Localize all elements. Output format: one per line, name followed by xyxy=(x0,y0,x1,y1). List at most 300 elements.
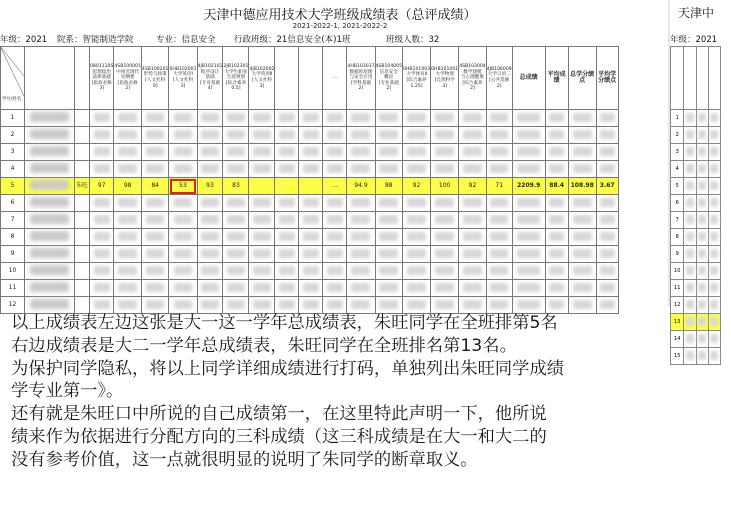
redacted-score xyxy=(435,147,454,156)
redacted-score xyxy=(94,130,110,139)
row-number: 1 xyxy=(1,110,25,127)
redacted-score xyxy=(379,113,398,122)
sheet2-row-number: 1 xyxy=(671,110,684,127)
score-cell: … xyxy=(323,178,347,195)
score-cell xyxy=(431,280,459,297)
score-cell xyxy=(141,297,169,314)
summary-header: 平均学分绩点 xyxy=(596,47,618,110)
score-cell: 100 xyxy=(431,178,459,195)
redacted-id xyxy=(30,197,69,207)
score-cell xyxy=(403,195,431,212)
sheet2-cell xyxy=(708,263,720,280)
student-name xyxy=(25,263,75,280)
redacted-score xyxy=(463,266,482,275)
summary-cell xyxy=(596,229,618,246)
paragraph-line: 没有参考价值，这一点就很明显的说明了朱同学的断章取义。 xyxy=(11,449,478,470)
summary-cell xyxy=(512,127,545,144)
redacted-score xyxy=(490,198,507,207)
summary-cell: 108.98 xyxy=(568,178,596,195)
score-cell xyxy=(114,229,142,246)
redacted-score xyxy=(490,232,507,241)
redacted-cell xyxy=(686,164,694,173)
redacted-score xyxy=(327,198,343,207)
score-cell xyxy=(323,246,347,263)
redacted-score xyxy=(201,164,218,173)
redacted-score xyxy=(118,147,137,156)
redacted-score xyxy=(118,266,137,275)
score-cell xyxy=(90,161,114,178)
sheet2-cell xyxy=(708,246,720,263)
score-cell xyxy=(197,263,223,280)
sheet2-cell xyxy=(708,161,720,178)
score-cell xyxy=(375,144,403,161)
score-cell xyxy=(486,246,512,263)
redacted-summary xyxy=(600,215,615,224)
score-cell xyxy=(249,263,275,280)
score-cell xyxy=(403,263,431,280)
score-cell xyxy=(249,195,275,212)
sheet2-cell xyxy=(684,280,696,297)
redacted-score xyxy=(146,130,165,139)
redacted-score xyxy=(435,198,454,207)
score-cell xyxy=(249,280,275,297)
redacted-score xyxy=(327,147,343,156)
score-cell xyxy=(197,212,223,229)
sheet2-grade: 年级：2021 xyxy=(670,35,718,45)
score-cell xyxy=(375,280,403,297)
score-cell xyxy=(197,246,223,263)
redacted-score xyxy=(407,147,426,156)
student-name-short xyxy=(75,246,90,263)
redacted-score xyxy=(174,147,193,156)
redacted-summary xyxy=(573,249,592,258)
redacted-cell xyxy=(698,198,706,207)
student-name xyxy=(25,178,75,195)
score-cell xyxy=(90,280,114,297)
redacted-score xyxy=(146,300,165,309)
redacted-score xyxy=(407,130,426,139)
score-cell xyxy=(431,195,459,212)
redacted-summary xyxy=(600,113,615,122)
sheet2-row xyxy=(671,178,721,195)
score-cell xyxy=(114,297,142,314)
redacted-cell xyxy=(698,232,706,241)
summary-cell xyxy=(545,144,568,161)
summary-cell xyxy=(596,195,618,212)
header-name xyxy=(25,47,75,110)
table-row xyxy=(1,144,619,161)
row-number: 3 xyxy=(1,144,25,161)
sheet2-cell xyxy=(684,297,696,314)
redacted-score xyxy=(327,113,343,122)
redacted-score xyxy=(490,300,507,309)
row-number: 4 xyxy=(1,161,25,178)
table-row xyxy=(1,212,619,229)
summary-cell xyxy=(545,297,568,314)
score-cell xyxy=(223,280,249,297)
score-cell xyxy=(375,246,403,263)
score-cell xyxy=(275,297,299,314)
score-cell xyxy=(114,110,142,127)
redacted-summary xyxy=(517,198,539,207)
score-cell xyxy=(141,212,169,229)
score-cell xyxy=(459,297,487,314)
score-cell xyxy=(431,263,459,280)
score-cell xyxy=(141,195,169,212)
score-cell xyxy=(375,127,403,144)
summary-cell xyxy=(512,263,545,280)
sheet2-cell xyxy=(696,246,708,263)
score-cell xyxy=(197,297,223,314)
sheet2-cell xyxy=(708,195,720,212)
score-cell xyxy=(169,212,197,229)
score-cell xyxy=(114,195,142,212)
redacted-score xyxy=(227,249,244,258)
sheet2-row-number: 2 xyxy=(671,127,684,144)
sheet2-cell xyxy=(684,110,696,127)
redacted-score xyxy=(118,113,137,122)
redacted-cell xyxy=(710,147,718,156)
redacted-summary xyxy=(517,283,539,292)
sheet2-cell xyxy=(684,229,696,246)
redacted-id xyxy=(30,299,69,309)
score-cell xyxy=(403,246,431,263)
course-header: 4SB104005 信息安全 概论 [专业基础 2] xyxy=(375,47,403,110)
sheet2-row-number: 14 xyxy=(671,331,684,348)
score-cell xyxy=(90,127,114,144)
score-cell xyxy=(459,195,487,212)
redacted-score xyxy=(407,300,426,309)
redacted-summary xyxy=(517,266,539,275)
redacted-score xyxy=(279,198,295,207)
score-cell: 71 xyxy=(486,178,512,195)
summary-cell xyxy=(568,127,596,144)
redacted-summary xyxy=(549,198,564,207)
redacted-score xyxy=(146,113,165,122)
redacted-score xyxy=(379,130,398,139)
student-name-short xyxy=(75,110,90,127)
redacted-cell xyxy=(686,198,694,207)
redacted-score xyxy=(407,266,426,275)
score-cell xyxy=(275,144,299,161)
header-corner: 学号/姓名 xyxy=(1,47,25,110)
score-cell xyxy=(299,178,323,195)
sheet2-cell xyxy=(696,110,708,127)
sheet2-header-cell xyxy=(671,47,684,110)
redacted-score xyxy=(303,215,319,224)
article-text xyxy=(11,312,731,472)
summary-cell xyxy=(568,212,596,229)
score-cell xyxy=(299,195,323,212)
summary-cell xyxy=(568,144,596,161)
redacted-score xyxy=(407,113,426,122)
score-cell xyxy=(197,144,223,161)
redacted-summary xyxy=(600,249,615,258)
redacted-summary xyxy=(549,283,564,292)
sheet2-row xyxy=(671,195,721,212)
score-cell xyxy=(347,297,375,314)
sheet2-row-number: 6 xyxy=(671,195,684,212)
score-cell xyxy=(114,144,142,161)
redacted-summary xyxy=(573,113,592,122)
score-cell xyxy=(249,127,275,144)
course-header: 4JB102002 大学英语Ⅱ [人文社科 3] xyxy=(249,47,275,110)
summary-cell xyxy=(568,195,596,212)
row-number: 11 xyxy=(1,280,25,297)
redacted-summary xyxy=(517,164,539,173)
score-cell xyxy=(403,127,431,144)
redacted-score xyxy=(227,283,244,292)
score-cell xyxy=(347,263,375,280)
sheet2-row xyxy=(671,297,721,314)
paragraph-line: 右边成绩表是大二一学年总成绩表，朱旺同学在全班排名第13名。 xyxy=(11,335,517,356)
redacted-id xyxy=(30,180,69,190)
score-cell xyxy=(459,127,487,144)
redacted-cell xyxy=(710,181,718,190)
redacted-score xyxy=(327,232,343,241)
redacted-cell xyxy=(698,113,706,122)
redacted-cell xyxy=(698,181,706,190)
redacted-score xyxy=(253,300,270,309)
score-cell xyxy=(323,127,347,144)
score-cell xyxy=(114,212,142,229)
redacted-score xyxy=(351,147,370,156)
sheet2-header-cell xyxy=(684,47,696,110)
redacted-score xyxy=(146,266,165,275)
sheet2-cell xyxy=(708,229,720,246)
sheet2-row-number: 9 xyxy=(671,246,684,263)
course-header: 0HB101003 大学体育Ⅱ [综合素养 1.25] xyxy=(403,47,431,110)
redacted-cell xyxy=(686,283,694,292)
summary-cell xyxy=(512,195,545,212)
redacted-score xyxy=(303,232,319,241)
sheet2-row-number: 8 xyxy=(671,229,684,246)
sheet2-cell xyxy=(708,297,720,314)
summary-cell xyxy=(596,144,618,161)
redacted-score xyxy=(253,113,270,122)
redacted-score xyxy=(435,232,454,241)
sheet2-cell xyxy=(696,229,708,246)
redacted-id xyxy=(30,112,69,122)
redacted-score xyxy=(490,164,507,173)
course-header: 4SB100201 形势与政策 [人文社科 0] xyxy=(141,47,169,110)
score-cell xyxy=(347,144,375,161)
redacted-score xyxy=(279,113,295,122)
redacted-score xyxy=(118,198,137,207)
score-cell xyxy=(223,144,249,161)
redacted-score xyxy=(463,198,482,207)
score-cell xyxy=(141,280,169,297)
student-name-short xyxy=(75,229,90,246)
redacted-score xyxy=(94,232,110,241)
score-cell xyxy=(197,229,223,246)
redacted-score xyxy=(118,164,137,173)
score-cell xyxy=(141,229,169,246)
redacted-summary xyxy=(600,198,615,207)
redacted-summary xyxy=(600,232,615,241)
sheet2-cell xyxy=(684,144,696,161)
info-grade: 年级：2021 xyxy=(0,35,48,45)
sheet2-cell xyxy=(708,110,720,127)
score-cell xyxy=(323,144,347,161)
score-cell xyxy=(347,280,375,297)
table-row xyxy=(1,161,619,178)
score-cell xyxy=(486,212,512,229)
redacted-id xyxy=(30,163,69,173)
row-number: 6 xyxy=(1,195,25,212)
redacted-id xyxy=(30,214,69,224)
score-cell xyxy=(299,144,323,161)
redacted-score xyxy=(174,249,193,258)
student-name-short xyxy=(75,280,90,297)
redacted-score xyxy=(407,283,426,292)
redacted-summary xyxy=(600,300,615,309)
summary-cell xyxy=(596,263,618,280)
student-name xyxy=(25,195,75,212)
sheet2-header-cell xyxy=(696,47,708,110)
redacted-score xyxy=(174,113,193,122)
score-cell xyxy=(223,297,249,314)
redacted-score xyxy=(435,266,454,275)
student-name-short xyxy=(75,195,90,212)
summary-cell xyxy=(568,280,596,297)
score-cell xyxy=(141,127,169,144)
redacted-score xyxy=(327,266,343,275)
sheet2-row xyxy=(671,246,721,263)
score-cell xyxy=(249,212,275,229)
redacted-score xyxy=(279,164,295,173)
score-cell xyxy=(223,246,249,263)
redacted-summary xyxy=(573,283,592,292)
redacted-score xyxy=(227,130,244,139)
summary-cell: 3.67 xyxy=(596,178,618,195)
summary-cell xyxy=(545,161,568,178)
redacted-score xyxy=(303,266,319,275)
score-cell: 53 xyxy=(169,178,197,195)
score-cell xyxy=(275,195,299,212)
redacted-score xyxy=(435,130,454,139)
redacted-summary xyxy=(549,300,564,309)
redacted-score xyxy=(490,130,507,139)
score-cell xyxy=(141,161,169,178)
score-cell xyxy=(459,229,487,246)
score-cell xyxy=(275,161,299,178)
redacted-score xyxy=(94,266,110,275)
redacted-score xyxy=(327,283,343,292)
redacted-cell xyxy=(686,147,694,156)
redacted-summary xyxy=(600,283,615,292)
sheet2-cell xyxy=(684,263,696,280)
summary-cell xyxy=(596,161,618,178)
summary-cell: 2209.9 xyxy=(512,178,545,195)
score-cell xyxy=(431,110,459,127)
score-cell xyxy=(347,195,375,212)
score-cell xyxy=(486,110,512,127)
redacted-score xyxy=(201,232,218,241)
sheet2-row xyxy=(671,280,721,297)
redacted-score xyxy=(94,283,110,292)
sheet2-cell xyxy=(696,127,708,144)
redacted-score xyxy=(303,164,319,173)
redacted-summary xyxy=(517,300,539,309)
score-cell xyxy=(223,161,249,178)
redacted-score xyxy=(327,300,343,309)
redacted-score xyxy=(118,130,137,139)
score-cell xyxy=(141,144,169,161)
redacted-score xyxy=(351,164,370,173)
redacted-summary xyxy=(549,113,564,122)
redacted-score xyxy=(227,164,244,173)
redacted-summary xyxy=(517,249,539,258)
score-cell xyxy=(90,263,114,280)
redacted-score xyxy=(463,215,482,224)
redacted-score xyxy=(351,198,370,207)
score-cell xyxy=(459,263,487,280)
score-cell xyxy=(403,212,431,229)
score-cell xyxy=(299,297,323,314)
row-number: 12 xyxy=(1,297,25,314)
redacted-cell xyxy=(710,249,718,258)
score-cell xyxy=(275,110,299,127)
sheet2-row xyxy=(671,212,721,229)
redacted-cell xyxy=(698,164,706,173)
redacted-score xyxy=(463,164,482,173)
redacted-cell xyxy=(698,130,706,139)
score-cell xyxy=(169,297,197,314)
table-row xyxy=(1,280,619,297)
redacted-score xyxy=(118,300,137,309)
redacted-score xyxy=(94,215,110,224)
student-name xyxy=(25,127,75,144)
score-cell xyxy=(249,297,275,314)
score-cell xyxy=(403,297,431,314)
summary-cell xyxy=(596,212,618,229)
redacted-score xyxy=(435,164,454,173)
sheet2-header-cell xyxy=(708,47,720,110)
row-number: 2 xyxy=(1,127,25,144)
redacted-score xyxy=(303,198,319,207)
sheet2-cell xyxy=(684,161,696,178)
redacted-score xyxy=(327,249,343,258)
summary-header: 总学分绩点 xyxy=(568,47,596,110)
redacted-score xyxy=(227,147,244,156)
table-row xyxy=(1,229,619,246)
redacted-score xyxy=(201,198,218,207)
redacted-score xyxy=(303,300,319,309)
redacted-summary xyxy=(549,147,564,156)
redacted-score xyxy=(146,232,165,241)
redacted-score xyxy=(351,232,370,241)
score-cell xyxy=(169,280,197,297)
course-header xyxy=(299,47,323,110)
redacted-summary xyxy=(517,215,539,224)
sheet2-cell xyxy=(708,178,720,195)
score-cell xyxy=(275,127,299,144)
sheet2-row-number: 13 xyxy=(671,314,684,331)
redacted-score xyxy=(253,232,270,241)
redacted-score xyxy=(351,113,370,122)
redacted-score xyxy=(279,249,295,258)
score-cell xyxy=(90,212,114,229)
redacted-score xyxy=(174,215,193,224)
score-cell xyxy=(223,212,249,229)
score-cell xyxy=(197,280,223,297)
student-name-short xyxy=(75,127,90,144)
grade-sheet-year2 xyxy=(668,0,721,359)
course-header: … xyxy=(323,47,347,110)
course-header: 0HB102001 大学英语Ⅰ [人文社科 3] xyxy=(169,47,197,110)
redacted-score xyxy=(435,249,454,258)
